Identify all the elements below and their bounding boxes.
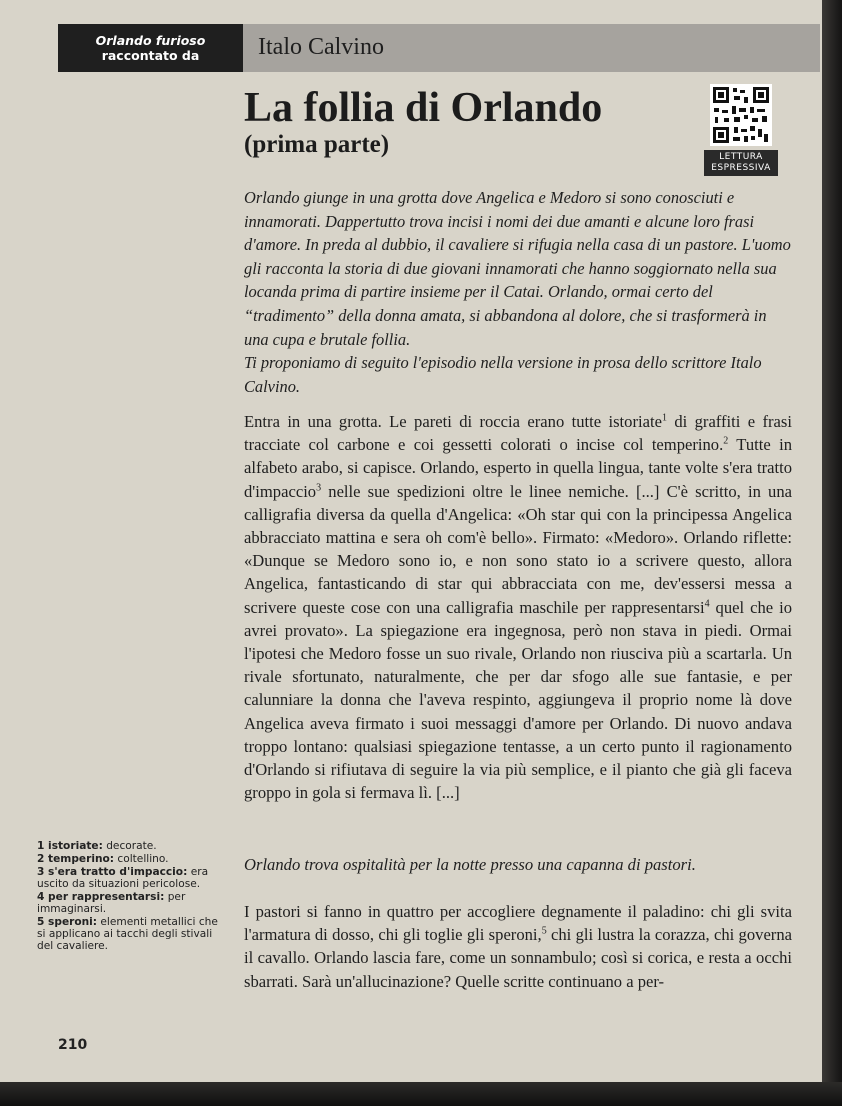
- footnote-ref: 4: [704, 598, 710, 610]
- footnote: [37, 916, 229, 952]
- footnote-definition: elementi metallici che si applicano ai tacchi degli stivali del cavaliere.: [37, 916, 218, 952]
- intro-paragraph: Orlando giunge in una grotta dove Angelica e Medoro si sono conosciuti e innamorati. Dappertutto trova incisi i nomi dei due amanti e alcune loro frasi d'amore. In preda al dubbio, il cavaliere si rifugia nella casa di un pastore. L'uomo gli racconta la storia di due giovani innamorati che hanno soggiornato nella sua locanda prima di partire insieme per il Catai. Orlando, ormai certo del “tradimento” della donna amata, si abbandona al dolore, che si trasformerà in una cupa e brutale follia.: [244, 188, 791, 349]
- text-segment: nelle sue spedizioni oltre le linee nemiche. [...] C'è scritto, in una calligrafia diversa da quella d'Angelica: «Oh star qui con la principessa Angelica abbracciato mattina e sera oh com'è bello». Firmato: «Medoro». Orlando riflette: «Dunque se Medoro sono io, e non sono stato io a scrivere questo, allora Angelica, fantasticando di star qui abbracciata con me, dev'essersi messa a scrivere queste cose con una calligrafia maschile per rappresentarsi: [244, 481, 792, 617]
- page-subtitle: (prima parte): [244, 131, 390, 158]
- footnote-ref: 5: [541, 925, 547, 937]
- text-segment: I pastori si fanno in quattro per accogliere degnamente il paladino: chi gli svita l'armatura di dosso, chi gli toglie gli speroni,: [244, 902, 792, 945]
- footnote-ref: 1: [661, 412, 667, 424]
- footnote-term: 1 istoriate:: [37, 840, 103, 852]
- series-box: [58, 24, 243, 72]
- footnote-term: 4 per rappresentarsi:: [37, 891, 165, 903]
- footnote: [37, 866, 229, 890]
- footnote-definition: era uscito da situazioni pericolose.: [37, 866, 209, 890]
- main-text-continued: [244, 900, 792, 993]
- footnote-definition: per immaginarsi.: [37, 891, 186, 915]
- footnote-term: 3 s'era tratto d'impaccio:: [37, 866, 188, 878]
- qr-code-icon[interactable]: [710, 84, 772, 146]
- intro-text: [244, 186, 794, 398]
- badge-line-1: LETTURA: [719, 152, 763, 162]
- page-number: 210: [58, 1037, 88, 1053]
- screen-bezel-bottom: [0, 1082, 842, 1106]
- footnotes: [37, 840, 229, 953]
- text-segment: di graffiti e frasi tracciate col carbone e coi gessetti colorati o incise col temperino.: [244, 412, 792, 455]
- main-text: [244, 410, 792, 804]
- text-segment: Entra in una grotta. Le pareti di roccia erano tutte istoriate: [244, 412, 662, 431]
- text-segment: chi gli lustra la corazza, chi governa il cavallo. Orlando lascia fare, come un sonnambulo; così si corica, e resta a occhi sbarrati. Sarà un'allucinazione? Quelle scritte continuano a per-: [244, 925, 792, 991]
- author-name: Italo Calvino: [258, 34, 384, 60]
- footnote-definition: coltellino.: [114, 853, 169, 865]
- intro-paragraph: Ti proponiamo di seguito l'episodio nella versione in prosa dello scrittore Italo Calvino.: [244, 353, 762, 396]
- text-segment: Tutte in alfabeto arabo, si capisce. Orlando, esperto in quella lingua, tante volte s'era tratto d'impaccio: [244, 435, 792, 501]
- page-title: La follia di Orlando: [244, 85, 603, 131]
- footnote: [37, 853, 229, 865]
- footnote-ref: 3: [316, 482, 322, 494]
- section-caption: Orlando trova ospitalità per la notte presso una capanna di pastori.: [244, 855, 696, 874]
- badge-line-2: ESPRESSIVA: [711, 163, 771, 173]
- footnote-term: 5 speroni:: [37, 916, 98, 928]
- footnote: [37, 840, 229, 852]
- screen-bezel-right: [822, 0, 842, 1106]
- footnote: [37, 891, 229, 915]
- series-title: Orlando furioso: [95, 33, 206, 48]
- footnote-ref: 2: [723, 435, 729, 447]
- text-segment: quel che io avrei provato». La spiegazione era ingegnosa, però non stava in piedi. Ormai l'ipotesi che Medoro fosse un suo rivale, Orlando non riusciva più a scartarla. Un rivale sfortunato, naturalmente, che per dar sfogo alle sue fantasie, e per calunniare la donna che l'aveva respinto, aggiungeva il proprio nome là dove Angelica aveva firmato i suoi messaggi d'amore per Orlando. Di nuovo andava troppo lontano: qualsiasi spiegazione tentasse, a un certo punto il ragionamento d'Orlando si rifiutava di seguire la via più semplice, e il pianto che già gli faceva groppo in gola si fermava lì. [...]: [244, 597, 792, 803]
- footnote-definition: decorate.: [102, 840, 157, 852]
- expressive-reading-badge[interactable]: [704, 150, 778, 176]
- text-paragraph: [244, 410, 792, 804]
- footnote-term: 2 temperino:: [37, 853, 115, 865]
- text-paragraph: [244, 900, 792, 993]
- series-subtitle: raccontato da: [101, 48, 200, 63]
